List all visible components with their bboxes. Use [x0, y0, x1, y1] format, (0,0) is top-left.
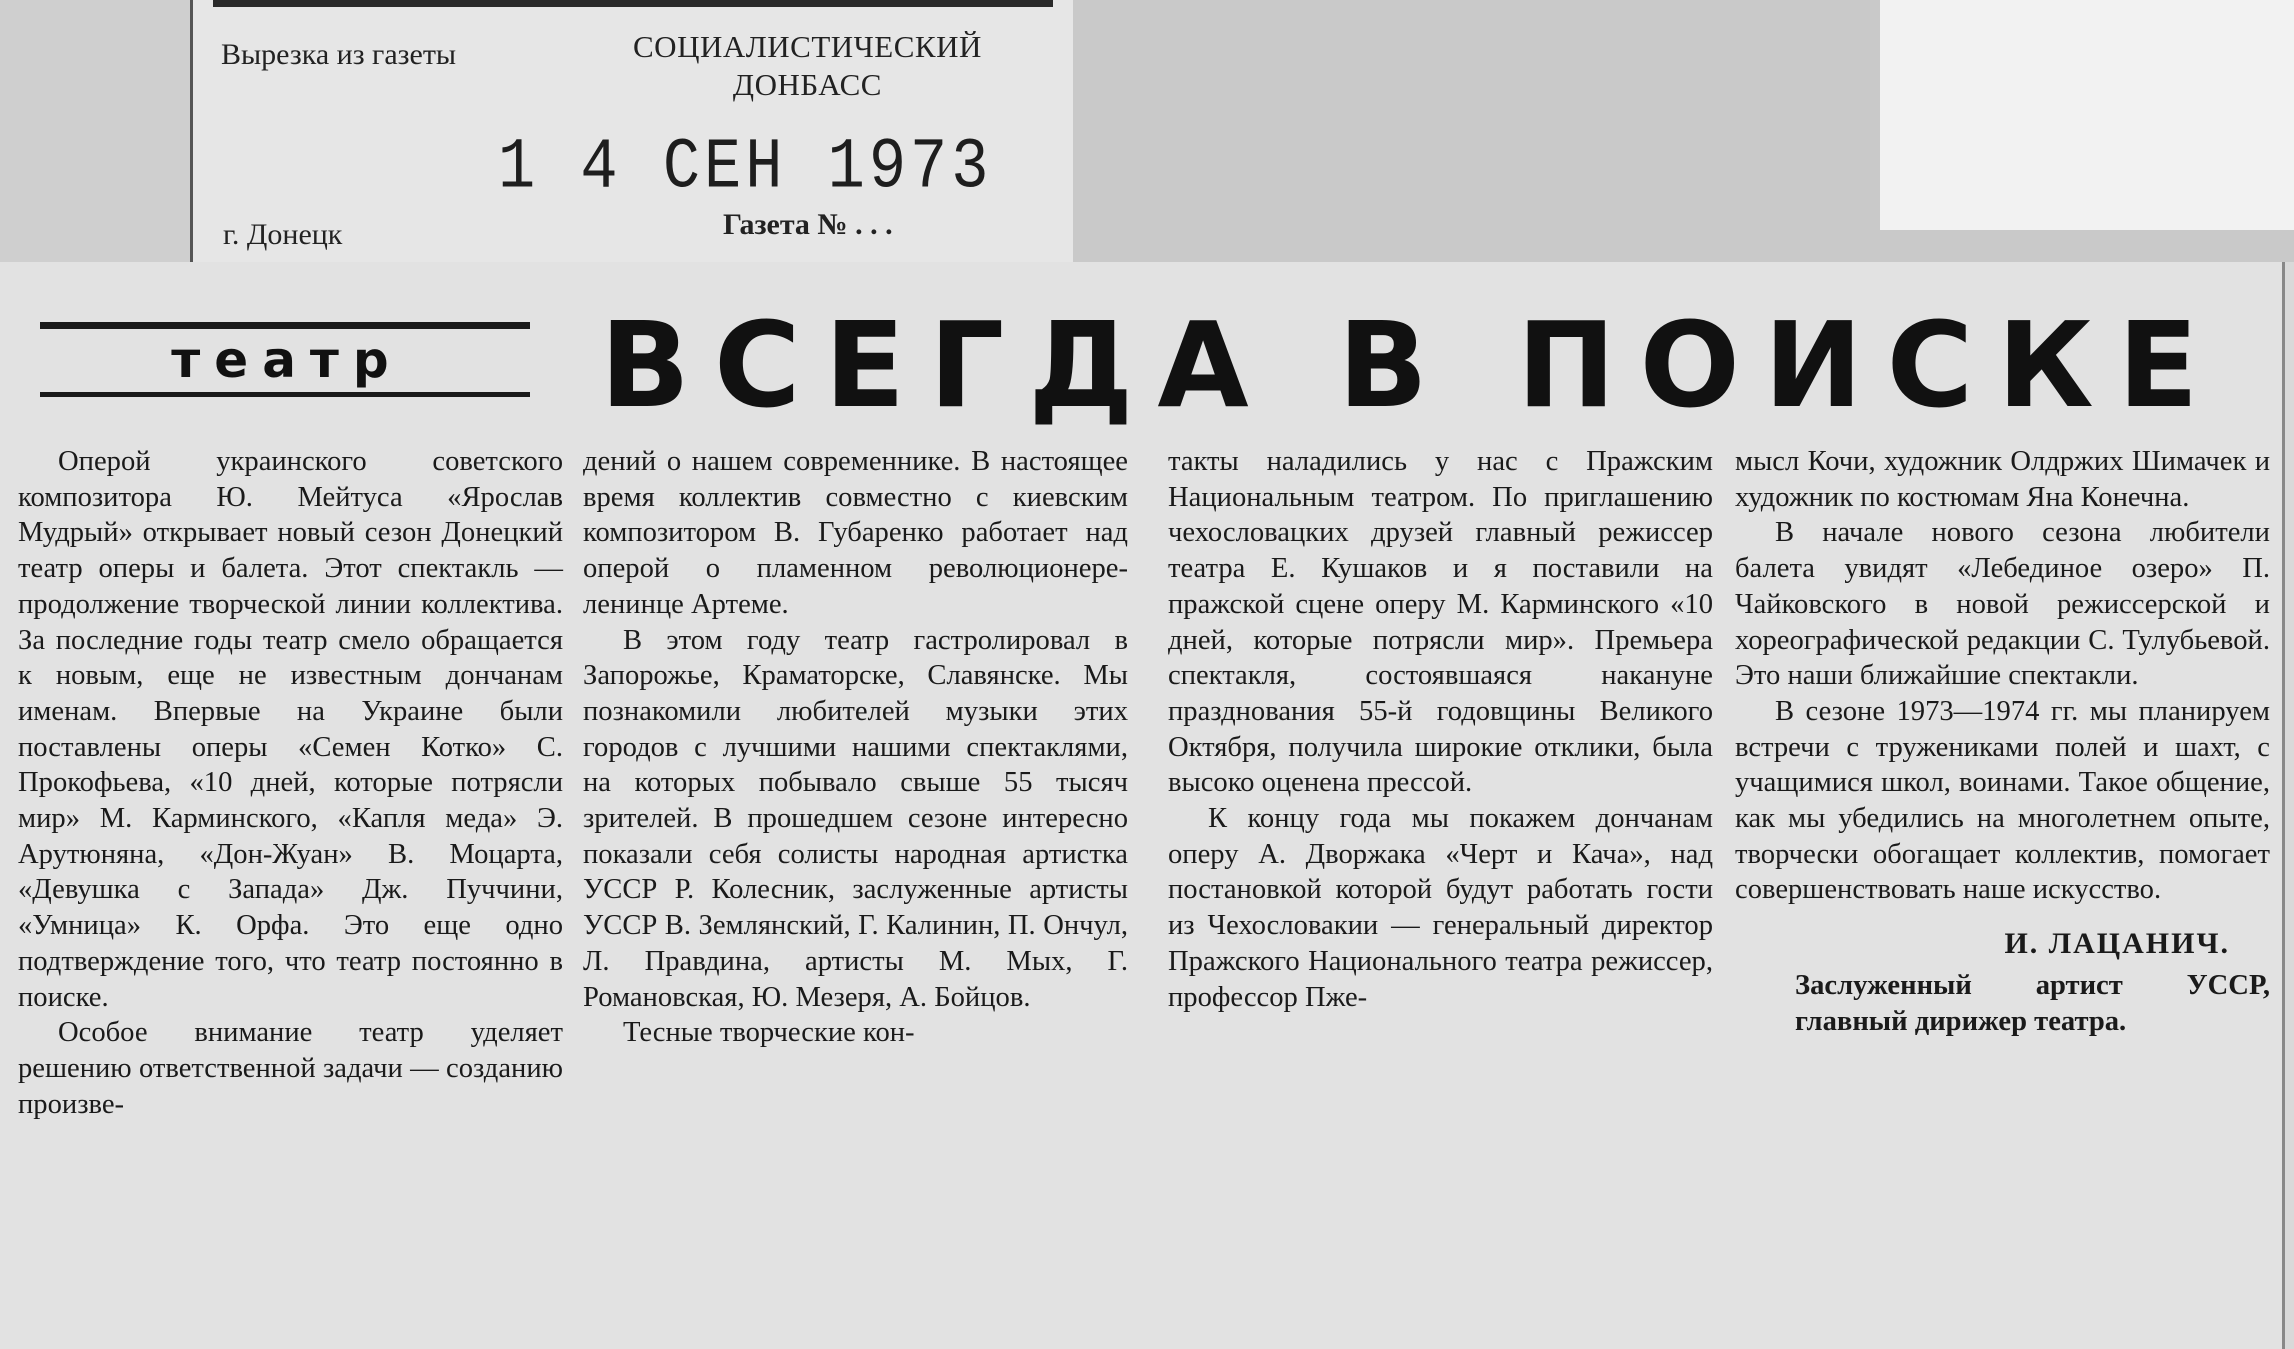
left-background: [0, 0, 190, 262]
author-title: Заслуженный артист УССР, главный дирижер театра.: [1795, 969, 2270, 1037]
city-label: г. Донецк: [223, 218, 343, 251]
paragraph: Оперой украинского советского композитора Ю. Мейтуса «Ярослав Мудрый» открывает новый сезон Донецкий театр оперы и балета. Этот спектакль — продолжение творческой линии коллектива. За последние годы театр смело обращается к новым, еще не известным дончанам именам. Впервые на Украине были поставлены оперы «Семен Котко» С. Прокофьева, «10 дней, которые потрясли мир» М. Карминского, «Капля меда» Э. Арутюняна, «Дон-Жуан» В. Моцарта, «Девушка с Запада» Дж. Пуччини, «Умница» К. Орфа. Это еще одно подтверждение того, что театр постоянно в поиске.: [18, 446, 563, 1013]
newspaper-name: [633, 28, 982, 104]
article-headline: ВСЕГДА В ПОИСКЕ: [600, 296, 2223, 434]
clipping-from-label: Вырезка из газеты: [221, 38, 457, 71]
label-top-bar: [213, 0, 1053, 7]
newspaper-clipping: [0, 262, 2285, 1349]
newspaper-name-line2: ДОНБАСС: [732, 67, 882, 102]
rubric-label: театр: [171, 331, 403, 389]
rubric-bottom-rule: [40, 392, 530, 397]
article-column-1: [18, 444, 563, 1122]
paper-margin: [1880, 0, 2294, 230]
paragraph: Тесные творческие кон-: [623, 1017, 915, 1049]
newspaper-name-line1: СОЦИАЛИСТИЧЕСКИЙ: [633, 29, 982, 64]
paragraph: дений о нашем современнике. В настоящее время коллектив совместно с киевским композитором В. Губаренко работает над оперой о пламенном революционере-ленинце Артеме.: [583, 446, 1128, 620]
paragraph: В этом году театр гастролировал в Запорожье, Краматорске, Славянске. Мы познакомили любителей музыки этих городов с лучшими нашими спектаклями, на которых побывало свыше 55 тысяч зрителей. В прошедшем сезоне интересно показали себя солисты народная артистка УССР Р. Колесник, заслуженные артисты УССР В. Землянский, Г. Калинин, П. Ончул, Л. Правдина, артисты М. Мых, Г. Романовская, Ю. Мезеря, А. Бойцов.: [583, 624, 1128, 1013]
rubric-box: [40, 322, 530, 397]
article-column-2: [583, 444, 1128, 1051]
paragraph: В сезоне 1973—1974 гг. мы планируем встречи с тружениками полей и шахт, с учащимися школ, воинами. Такое общение, как мы убедились на многолетнем опыте, творчески обогащает коллектив, помогает совершенствовать наше искусство.: [1735, 695, 2270, 906]
issue-label: Газета № . . .: [723, 208, 893, 241]
clipping-label-card: [190, 0, 1073, 262]
article-column-3: [1168, 444, 1713, 1015]
paragraph: В начале нового сезона любители балета увидят «Лебединое озеро» П. Чайковского в новой режиссерской и хореографической редакции С. Тулубьевой. Это наши ближайшие спектакли.: [1735, 517, 2270, 692]
paragraph: К концу года мы покажем дончанам оперу А. Дворжака «Черт и Кача», над постановкой которой будут работать гости из Чехословакии — генеральный директор Пражского Национального театра режиссер, профессор Пже-: [1168, 803, 1713, 1013]
paragraph: Особое внимание театр уделяет решению ответственной задачи — созданию произве-: [18, 1017, 563, 1120]
date-stamp: 1 4 СЕН 1973: [498, 126, 993, 209]
paragraph: мысл Кочи, художник Олдржих Шимачек и художник по костюмам Яна Конечна.: [1735, 446, 2270, 513]
paragraph: такты наладились у нас с Пражским Национальным театром. По приглашению чехословацких друзей главный режиссер театра Е. Кушаков и я поставили на пражской сцене оперу М. Карминского «10 дней, которые потрясли мир». Премьера спектакля, состоявшаяся накануне празднования 55-й годовщины Великого Октября, получила широкие отклики, была высоко оценена прессой.: [1168, 446, 1713, 799]
article-column-4: [1735, 444, 2270, 1039]
author-name: И. ЛАЦАНИЧ.: [2004, 927, 2230, 961]
rubric-top-rule: [40, 322, 530, 329]
